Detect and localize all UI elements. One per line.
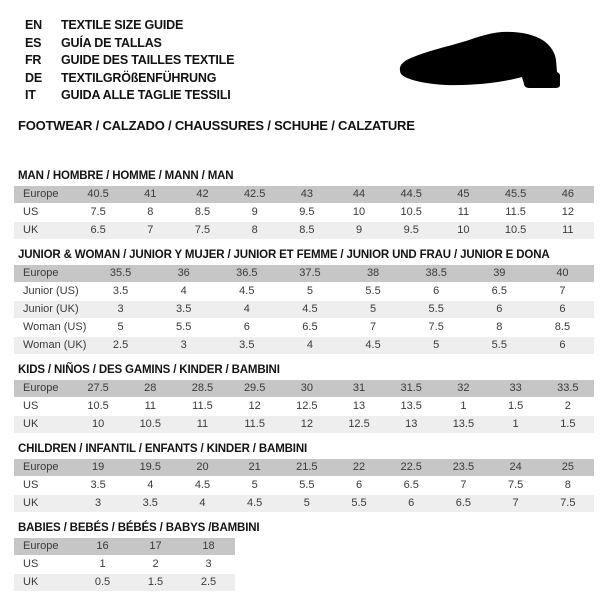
- size-value-cell: 28: [124, 380, 176, 398]
- size-value-cell: 18: [182, 538, 235, 556]
- size-value-cell: 44.5: [385, 186, 437, 204]
- size-value-cell: 5.5: [468, 336, 531, 354]
- size-value-cell: 10: [72, 415, 124, 433]
- size-value-cell: 21: [229, 459, 281, 477]
- size-value-cell: 5: [89, 318, 152, 336]
- size-value-cell: 4: [152, 282, 215, 300]
- size-row: [14, 318, 594, 336]
- size-value-cell: 11.5: [176, 397, 228, 415]
- size-row: [14, 300, 594, 318]
- row-label: Europe: [14, 265, 89, 283]
- size-value-cell: 7.5: [405, 318, 468, 336]
- size-value-cell: 2.5: [89, 336, 152, 354]
- size-value-cell: 42.5: [229, 186, 281, 204]
- size-value-cell: 5: [281, 494, 333, 512]
- size-value-cell: 11.5: [490, 203, 542, 221]
- size-value-cell: 7.5: [72, 203, 124, 221]
- size-value-cell: 12: [542, 203, 594, 221]
- language-label: GUIDA ALLE TAGLIE TESSILI: [61, 88, 231, 103]
- size-value-cell: 5: [278, 282, 341, 300]
- dress-shoe-icon: [394, 28, 574, 96]
- language-label: TEXTILE SIZE GUIDE: [61, 18, 184, 32]
- size-value-cell: 3: [72, 494, 124, 512]
- size-value-cell: 11.5: [229, 415, 281, 433]
- size-value-cell: 6: [531, 336, 594, 354]
- section-title: KIDS / NIÑOS / DES GAMINS / KINDER / BAMBINI: [18, 363, 280, 376]
- size-value-cell: 21.5: [281, 459, 333, 477]
- section-children: [14, 443, 594, 513]
- size-value-cell: 12.5: [333, 415, 385, 433]
- size-value-cell: 6: [468, 300, 531, 318]
- language-code: EN: [25, 18, 42, 32]
- row-label: Junior (US): [14, 282, 89, 300]
- language-code: IT: [25, 88, 36, 103]
- size-value-cell: 27.5: [72, 380, 124, 398]
- size-value-cell: 19: [72, 459, 124, 477]
- size-value-cell: 13.5: [385, 397, 437, 415]
- size-row: [14, 221, 594, 239]
- size-value-cell: 9: [333, 221, 385, 239]
- size-row: [14, 282, 594, 300]
- size-value-cell: 6.5: [72, 221, 124, 239]
- size-value-cell: 11: [176, 415, 228, 433]
- size-value-cell: 3: [182, 555, 235, 573]
- size-value-cell: 2: [542, 397, 594, 415]
- size-value-cell: 1: [490, 415, 542, 433]
- size-value-cell: 45: [437, 186, 489, 204]
- size-value-cell: 3: [89, 300, 152, 318]
- size-value-cell: 17: [129, 538, 182, 556]
- size-value-cell: 11: [124, 397, 176, 415]
- size-value-cell: 16: [76, 538, 129, 556]
- size-value-cell: 6.5: [385, 476, 437, 494]
- section-title: BABIES / BEBÉS / BÉBÉS / BABYS /BAMBINI: [18, 521, 260, 534]
- language-code: FR: [25, 53, 42, 68]
- size-value-cell: 3: [152, 336, 215, 354]
- row-label: US: [14, 203, 72, 221]
- size-value-cell: 3.5: [89, 282, 152, 300]
- size-value-cell: 6: [385, 494, 437, 512]
- size-table-babies: [14, 538, 235, 592]
- size-value-cell: 13.5: [437, 415, 489, 433]
- size-value-cell: 37.5: [278, 265, 341, 283]
- size-value-cell: 46: [542, 186, 594, 204]
- size-value-cell: 10.5: [490, 221, 542, 239]
- language-label: GUIDE DES TAILLES TEXTILE: [61, 53, 235, 68]
- language-label: TEXTILGRÖßENFÜHRUNG: [61, 70, 217, 85]
- size-value-cell: 22: [333, 459, 385, 477]
- size-value-cell: 7.5: [490, 476, 542, 494]
- size-row: [14, 336, 594, 354]
- size-table-kids: [14, 380, 594, 434]
- size-value-cell: 12: [229, 397, 281, 415]
- row-label: UK: [14, 221, 72, 239]
- row-label: Junior (UK): [14, 300, 89, 318]
- size-value-cell: 5.5: [342, 282, 405, 300]
- size-value-cell: 7: [342, 318, 405, 336]
- size-value-cell: 8.5: [176, 203, 228, 221]
- size-value-cell: 12: [281, 415, 333, 433]
- size-value-cell: 2: [129, 555, 182, 573]
- size-value-cell: 0.5: [76, 573, 129, 591]
- section-junior-woman: [14, 249, 594, 355]
- size-value-cell: 4.5: [215, 282, 278, 300]
- size-value-cell: 7: [124, 221, 176, 239]
- size-value-cell: 1.5: [129, 573, 182, 591]
- size-value-cell: 3.5: [124, 494, 176, 512]
- size-value-cell: 10: [333, 203, 385, 221]
- size-guide-sections: [14, 170, 594, 592]
- size-value-cell: 36: [152, 265, 215, 283]
- size-value-cell: 6.5: [468, 282, 531, 300]
- size-value-cell: 25: [542, 459, 594, 477]
- size-table-man: [14, 186, 594, 240]
- size-value-cell: 7: [531, 282, 594, 300]
- section-kids: [14, 364, 594, 434]
- size-value-cell: 38: [342, 265, 405, 283]
- size-row: [14, 203, 594, 221]
- row-label: Europe: [14, 380, 72, 398]
- size-value-cell: 5.5: [333, 494, 385, 512]
- size-value-cell: 9: [229, 203, 281, 221]
- size-value-cell: 6.5: [437, 494, 489, 512]
- row-label: Europe: [14, 538, 76, 556]
- size-value-cell: 5: [342, 300, 405, 318]
- size-value-cell: 7.5: [542, 494, 594, 512]
- size-value-cell: 4.5: [342, 336, 405, 354]
- size-value-cell: 23.5: [437, 459, 489, 477]
- size-value-cell: 1.5: [542, 415, 594, 433]
- size-value-cell: 42: [176, 186, 228, 204]
- size-value-cell: 2.5: [182, 573, 235, 591]
- size-region-row: [14, 265, 594, 283]
- size-value-cell: 1.5: [490, 397, 542, 415]
- size-value-cell: 8.5: [281, 221, 333, 239]
- size-value-cell: 4.5: [229, 494, 281, 512]
- row-label: UK: [14, 573, 76, 591]
- size-value-cell: 6: [531, 300, 594, 318]
- size-value-cell: 32: [437, 380, 489, 398]
- category-title: FOOTWEAR / CALZADO / CHAUSSURES / SCHUHE / CALZATURE: [18, 117, 415, 133]
- language-code: ES: [25, 35, 42, 50]
- size-value-cell: 22.5: [385, 459, 437, 477]
- size-value-cell: 39: [468, 265, 531, 283]
- size-value-cell: 6: [333, 476, 385, 494]
- row-label: US: [14, 476, 72, 494]
- size-value-cell: 45.5: [490, 186, 542, 204]
- size-table-children: [14, 459, 594, 513]
- size-value-cell: 24: [490, 459, 542, 477]
- size-value-cell: 8: [542, 476, 594, 494]
- size-value-cell: 7: [490, 494, 542, 512]
- size-row: [14, 397, 594, 415]
- size-value-cell: 6: [405, 282, 468, 300]
- size-value-cell: 9.5: [281, 203, 333, 221]
- size-value-cell: 7.5: [176, 221, 228, 239]
- size-value-cell: 8: [229, 221, 281, 239]
- row-label: UK: [14, 494, 72, 512]
- size-row: [14, 494, 594, 512]
- size-value-cell: 4: [124, 476, 176, 494]
- size-region-row: [14, 538, 235, 556]
- size-value-cell: 10.5: [124, 415, 176, 433]
- row-label: Europe: [14, 459, 72, 477]
- size-value-cell: 5: [405, 336, 468, 354]
- size-value-cell: 41: [124, 186, 176, 204]
- size-value-cell: 13: [385, 415, 437, 433]
- section-title: JUNIOR & WOMAN / JUNIOR Y MUJER / JUNIOR ET FEMME / JUNIOR UND FRAU / JUNIOR E DONA: [18, 248, 550, 261]
- size-value-cell: 38.5: [405, 265, 468, 283]
- size-value-cell: 4: [176, 494, 228, 512]
- size-region-row: [14, 459, 594, 477]
- size-row: [14, 555, 235, 573]
- size-value-cell: 10.5: [72, 397, 124, 415]
- size-value-cell: 20: [176, 459, 228, 477]
- size-value-cell: 5: [229, 476, 281, 494]
- size-value-cell: 6.5: [278, 318, 341, 336]
- row-label: US: [14, 555, 76, 573]
- row-label: Europe: [14, 186, 72, 204]
- size-row: [14, 573, 235, 591]
- size-value-cell: 1: [76, 555, 129, 573]
- size-value-cell: 5.5: [281, 476, 333, 494]
- size-value-cell: 40: [531, 265, 594, 283]
- size-value-cell: 31: [333, 380, 385, 398]
- size-value-cell: 3.5: [215, 336, 278, 354]
- size-value-cell: 10: [437, 221, 489, 239]
- size-value-cell: 35.5: [89, 265, 152, 283]
- section-title: MAN / HOMBRE / HOMME / MANN / MAN: [18, 169, 234, 182]
- size-value-cell: 10.5: [385, 203, 437, 221]
- size-value-cell: 44: [333, 186, 385, 204]
- size-value-cell: 3.5: [152, 300, 215, 318]
- size-value-cell: 11: [542, 221, 594, 239]
- section-title: CHILDREN / INFANTIL / ENFANTS / KINDER / BAMBINI: [18, 442, 308, 455]
- row-label: UK: [14, 415, 72, 433]
- size-value-cell: 40.5: [72, 186, 124, 204]
- size-value-cell: 1: [437, 397, 489, 415]
- size-region-row: [14, 380, 594, 398]
- size-value-cell: 28.5: [176, 380, 228, 398]
- size-value-cell: 7: [437, 476, 489, 494]
- size-value-cell: 31.5: [385, 380, 437, 398]
- size-value-cell: 4: [278, 336, 341, 354]
- row-label: Woman (US): [14, 318, 89, 336]
- size-value-cell: 13: [333, 397, 385, 415]
- size-value-cell: 5.5: [152, 318, 215, 336]
- size-value-cell: 6: [215, 318, 278, 336]
- size-value-cell: 11: [437, 203, 489, 221]
- size-value-cell: 4.5: [278, 300, 341, 318]
- language-code: DE: [25, 70, 42, 85]
- row-label: Woman (UK): [14, 336, 89, 354]
- section-man: [14, 170, 594, 240]
- size-value-cell: 8: [468, 318, 531, 336]
- size-value-cell: 12.5: [281, 397, 333, 415]
- size-table-junior-woman: [14, 265, 594, 355]
- size-value-cell: 36.5: [215, 265, 278, 283]
- size-value-cell: 9.5: [385, 221, 437, 239]
- size-value-cell: 33.5: [542, 380, 594, 398]
- size-value-cell: 33: [490, 380, 542, 398]
- row-label: US: [14, 397, 72, 415]
- size-value-cell: 4.5: [176, 476, 228, 494]
- size-value-cell: 29.5: [229, 380, 281, 398]
- size-region-row: [14, 186, 594, 204]
- size-value-cell: 43: [281, 186, 333, 204]
- size-value-cell: 4: [215, 300, 278, 318]
- section-babies: [14, 522, 594, 592]
- size-value-cell: 30: [281, 380, 333, 398]
- size-value-cell: 3.5: [72, 476, 124, 494]
- size-value-cell: 8.5: [531, 318, 594, 336]
- language-label: GUÍA DE TALLAS: [61, 35, 162, 50]
- size-value-cell: 8: [124, 203, 176, 221]
- size-row: [14, 415, 594, 433]
- size-value-cell: 19.5: [124, 459, 176, 477]
- size-row: [14, 476, 594, 494]
- size-value-cell: 5.5: [405, 300, 468, 318]
